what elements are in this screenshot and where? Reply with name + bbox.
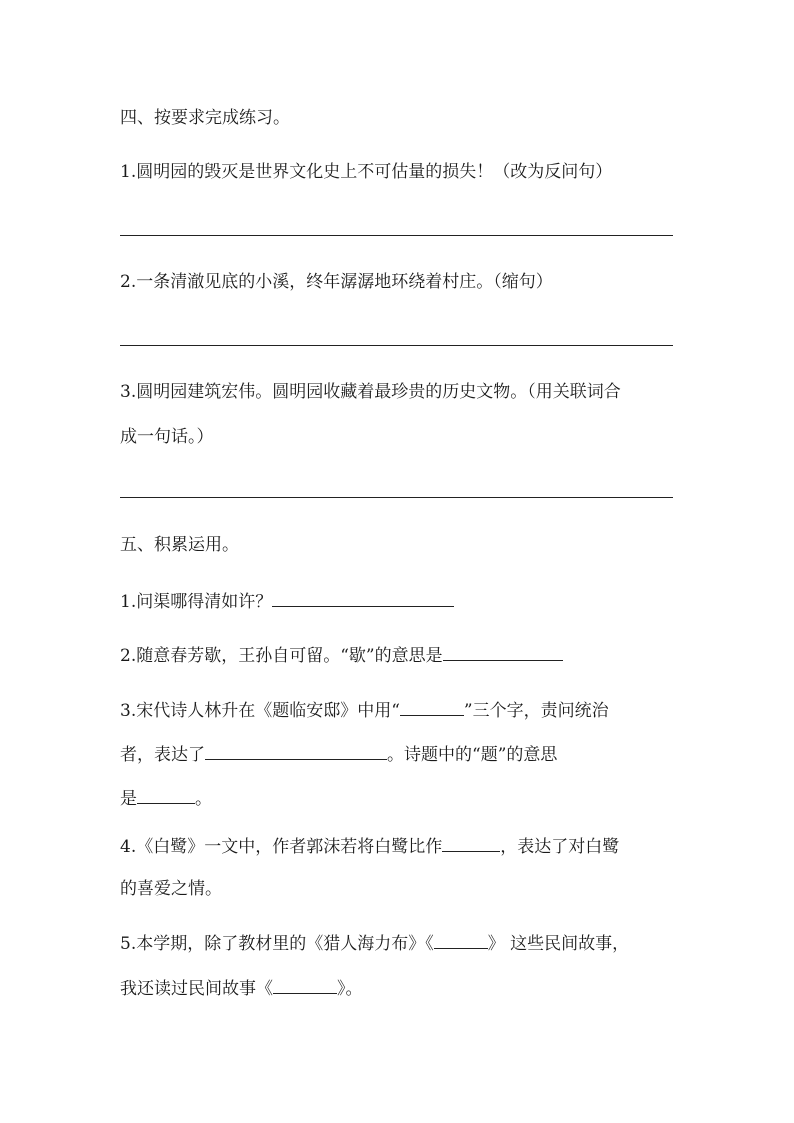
s5-q4-text-b: ，表达了对白鹭 <box>500 837 620 857</box>
s5-question-1 <box>120 588 454 614</box>
s5-q5-blank-1[interactable] <box>434 930 488 949</box>
s5-question-3-line-3 <box>120 785 212 811</box>
s5-q3-blank-2[interactable] <box>205 741 387 760</box>
s5-question-4-line-2: 的喜爱之情。 <box>120 879 222 899</box>
s5-q3-text-a: 3.宋代诗人林升在《题临安邸》中用“ <box>120 701 400 721</box>
s5-q4-blank[interactable] <box>442 833 500 852</box>
s4-q2-answer-line[interactable] <box>120 345 673 346</box>
s4-q3-answer-line[interactable] <box>120 497 673 498</box>
s5-q3-text-c: 者，表达了 <box>120 745 205 765</box>
s5-q2-text: 2.随意春芳歇，王孙自可留。“歇”的意思是 <box>120 646 443 666</box>
s5-question-5-line-2 <box>120 975 363 1001</box>
s4-question-2: 2.一条清澈见底的小溪，终年潺潺地环绕着村庄。（缩句） <box>120 272 553 292</box>
s5-q3-blank-1[interactable] <box>400 697 464 716</box>
s5-q1-text: 1.问渠哪得清如许？ <box>120 592 273 612</box>
s5-q3-text-b: ”三个字，责问统治 <box>463 701 609 721</box>
s5-q5-text-d: 》。 <box>337 979 363 999</box>
s4-question-3-line-1: 3.圆明园建筑宏伟。圆明园收藏着最珍贵的历史文物。（用关联词合 <box>120 382 621 402</box>
s5-question-3-line-2 <box>120 741 557 767</box>
s5-q3-text-e: 是 <box>120 789 137 809</box>
s5-q5-text-b: 》 这些民间故事， <box>487 934 630 954</box>
s5-q3-text-d: 。诗题中的“题”的意思 <box>387 745 558 765</box>
s5-question-3-line-1 <box>120 697 609 723</box>
section-4-heading: 四、按要求完成练习。 <box>120 108 290 128</box>
s5-q5-blank-2[interactable] <box>273 975 337 994</box>
s4-q1-answer-line[interactable] <box>120 235 673 236</box>
s5-question-4-line-1 <box>120 833 619 859</box>
section-5-heading: 五、积累运用。 <box>120 535 239 555</box>
s5-q2-blank[interactable] <box>443 642 563 661</box>
s5-question-5-line-1 <box>120 930 629 956</box>
s5-q4-text-a: 4.《白鹭》一文中，作者郭沫若将白鹭比作 <box>120 837 443 857</box>
s5-q1-blank[interactable] <box>272 588 454 607</box>
s4-question-1: 1.圆明园的毁灭是世界文化史上不可估量的损失！（改为反问句） <box>120 162 613 182</box>
s5-q5-text-a: 5.本学期，除了教材里的《猎人海力布》《 <box>120 934 434 954</box>
s4-question-3-line-2: 成一句话。） <box>120 427 214 447</box>
s5-q5-text-c: 我还读过民间故事《 <box>120 979 273 999</box>
s5-question-2 <box>120 642 563 668</box>
s5-q3-text-f: 。 <box>195 789 212 809</box>
s5-q3-blank-3[interactable] <box>137 785 195 804</box>
